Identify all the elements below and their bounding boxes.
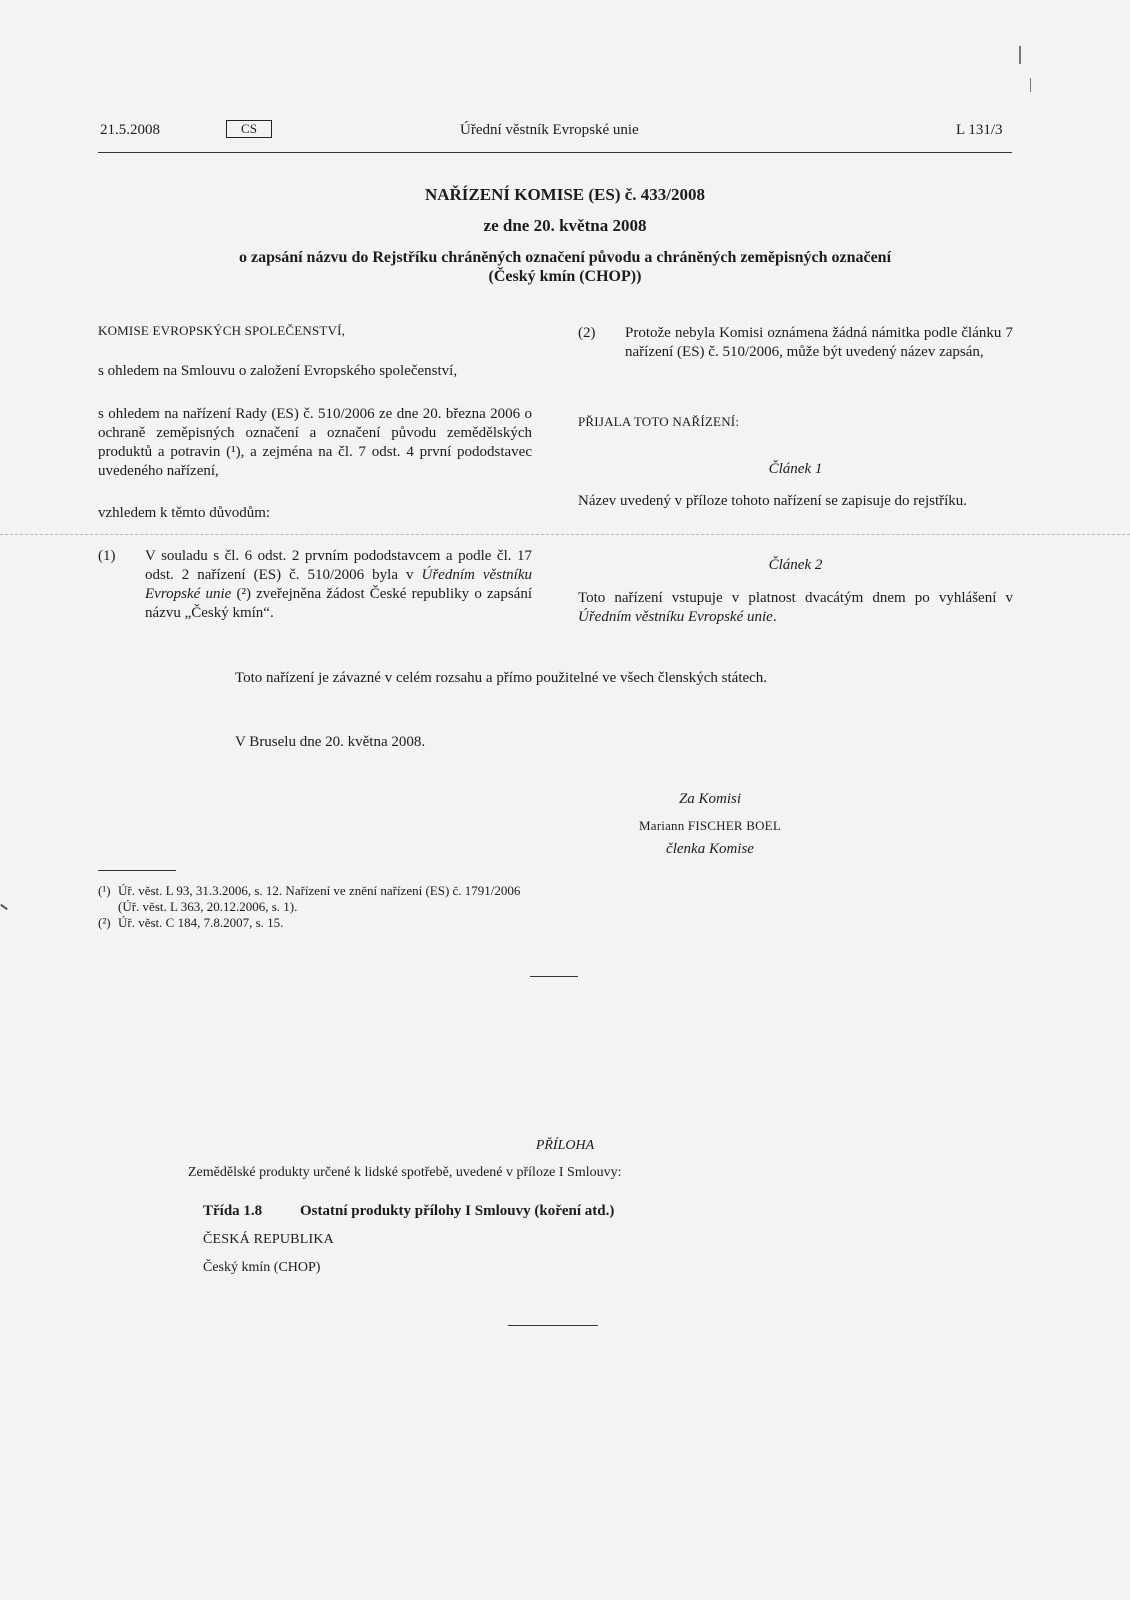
annex-heading: PŘÍLOHA xyxy=(535,1138,595,1153)
scan-fold-line xyxy=(0,534,1130,535)
recital-number-1: (1) xyxy=(98,548,116,564)
recital-1-text-b: (²) zveřejněna žádost České republiky o zapsání názvu „Český kmín“. xyxy=(145,586,532,621)
scan-mark xyxy=(1019,46,1021,64)
adopted-heading: PŘIJALA TOTO NAŘÍZENÍ: xyxy=(578,414,740,429)
place-and-date: V Bruselu dne 20. května 2008. xyxy=(235,734,426,750)
institution-name: KOMISE EVROPSKÝCH SPOLEČENSTVÍ, xyxy=(98,323,346,338)
recital-regulation: s ohledem na nařízení Rady (ES) č. 510/2006 ze dne 20. března 2006 o ochraně zeměpisných označení a označení původu zemědělských produktů a potravin (¹), a zejména na čl. 7 odst. 4 první pododstavec uvedeného nařízení, xyxy=(98,406,532,479)
footnote-2-text: Úř. věst. C 184, 7.8.2007, s. 15. xyxy=(118,915,284,930)
footnote-2-mark: (²) xyxy=(98,915,111,930)
recital-1-text-a: V souladu s čl. 6 odst. 2 prvním pododstavcem a podle čl. 17 odst. 2 nařízení (ES) č. 510/2006 byla v xyxy=(145,548,532,583)
regulation-subject-line2: (Český kmín (CHOP)) xyxy=(488,268,642,285)
journal-name: Úřední věstník Evropské unie xyxy=(460,122,639,138)
scan-mark xyxy=(0,904,8,910)
article-2-heading: Článek 2 xyxy=(768,557,823,573)
annex-class-description: Ostatní produkty přílohy I Smlouvy (koření atd.) xyxy=(300,1203,615,1219)
regulation-subject-line1: o zapsání názvu do Rejstříku chráněných označení původu a chráněných zeměpisných označení xyxy=(238,249,892,266)
language-code-box: CS xyxy=(226,120,272,138)
header-rule xyxy=(98,152,1012,153)
section-separator xyxy=(530,976,578,977)
recital-treaty: s ohledem na Smlouvu o založení Evropského společenství, xyxy=(98,363,458,379)
annex-country: ČESKÁ REPUBLIKA xyxy=(203,1232,334,1247)
annex-class-label: Třída 1.8 xyxy=(203,1203,263,1219)
binding-clause: Toto nařízení je závazné v celém rozsahu a přímo použitelné ve všech členských státech. xyxy=(235,670,768,686)
footnote-1-text: Úř. věst. L 93, 31.3.2006, s. 12. Nařízení ve znění nařízení (ES) č. 1791/2006 (Úř. věst. L 363, 20.12.2006, s. 1). xyxy=(118,883,521,914)
header-date: 21.5.2008 xyxy=(100,122,160,138)
regulation-title: NAŘÍZENÍ KOMISE (ES) č. 433/2008 xyxy=(424,185,706,204)
recital-2-text: Protože nebyla Komisi oznámena žádná námitka podle článku 7 nařízení (ES) č. 510/2006, může být uvedený název zapsán, xyxy=(625,325,1013,360)
recital-1-journal-italic: Úředním věstníku Evropské unie xyxy=(145,567,532,602)
article-2-text-a: Toto nařízení vstupuje v platnost dvacátým dnem po vyhlášení v xyxy=(578,590,1013,606)
regulation-subject xyxy=(170,248,960,286)
regulation-date: ze dne 20. května 2008 xyxy=(483,216,647,235)
recital-1-text xyxy=(145,547,532,623)
footnote-rule xyxy=(98,870,176,871)
annex-product: Český kmín (CHOP) xyxy=(203,1260,321,1275)
article-2-text-b: . xyxy=(772,609,777,625)
article-2-text xyxy=(578,589,1013,627)
article-1-heading: Článek 1 xyxy=(768,461,823,477)
scan-mark xyxy=(1030,78,1031,92)
page-reference: L 131/3 xyxy=(956,122,1003,138)
annex-intro: Zemědělské produkty určené k lidské spotřebě, uvedené v příloze I Smlouvy: xyxy=(188,1165,622,1180)
footnote-1-mark: (¹) xyxy=(98,883,111,898)
for-commission: Za Komisi xyxy=(678,791,742,807)
signatory-name: Mariann FISCHER BOEL xyxy=(639,818,781,833)
recital-number-2: (2) xyxy=(578,325,596,341)
whereas-intro: vzhledem k těmto důvodům: xyxy=(98,505,271,521)
article-1-text: Název uvedený v příloze tohoto nařízení se zapisuje do rejstříku. xyxy=(578,493,968,509)
end-separator xyxy=(508,1325,598,1326)
article-2-journal-italic: Úředním věstníku Evropské unie xyxy=(578,609,773,625)
signatory-role: členka Komise xyxy=(666,841,754,857)
